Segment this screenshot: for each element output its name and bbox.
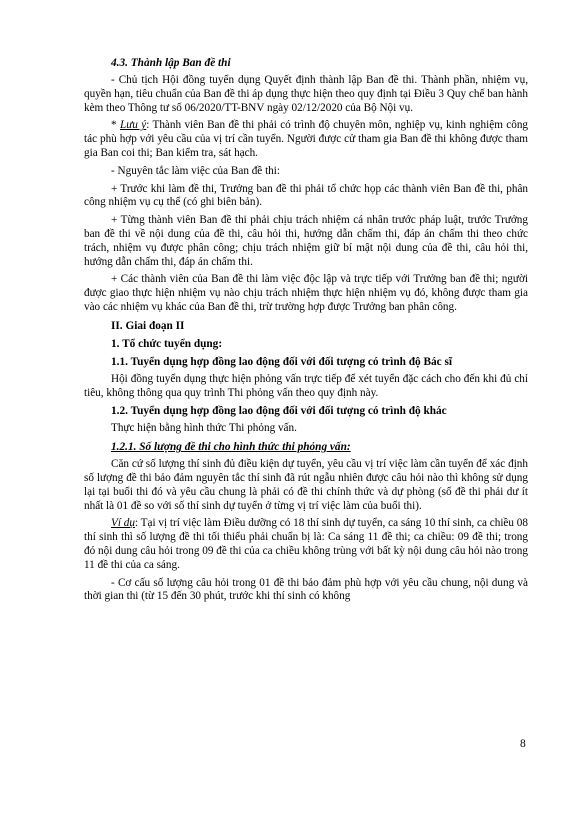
paragraph: - Nguyên tắc làm việc của Ban đề thi: [111,164,280,177]
note-paragraph [84,119,528,160]
heading-1: 1. Tổ chức tuyển dụng: [111,337,223,350]
heading-1-2-1: 1.2.1. Số lượng đề thi cho hình thức thi phỏng vấn: [111,441,351,454]
paragraph: + Các thành viên của Ban đề thi làm việc độc lập và trực tiếp với Trưởng ban đề thi; người được giao thực hiện nhiệm vụ nào chịu trách nhiệm thực hiện nhiệm vụ đó, không được tham gia vào các nhiệm vụ khác của Ban đề thi, trừ trường hợp được Trưởng ban phân công. [84,273,528,313]
heading-1-2: 1.2. Tuyển dụng hợp đồng lao động đối với đối tượng có trình độ khác [111,405,447,418]
paragraph: Căn cứ số lượng thí sinh đủ điều kiện dự tuyển, yêu cầu vị trí việc làm cần tuyển để xác định số lượng đề thi bảo đảm nguyên tắc thí sinh đã rút ngẫu nhiên được câu hỏi nào thì không sử dụng lại tại buổi thi đó và yêu cầu chung là phải có đề thi chính thức và dự phòng (số đề thi phải dư ít nhất là 01 đề so với số thí sinh dự tuyển ở từng vị trí việc làm của buổi thi). [84,458,528,512]
paragraph: + Trước khi làm đề thi, Trưởng ban đề thi phải tổ chức họp các thành viên Ban đề thi, phân công nhiệm vụ cụ thể (có ghi biên bản). [84,182,528,209]
section-heading-II: II. Giai đoạn II [111,319,185,332]
example-paragraph [84,517,528,572]
paragraph: Thực hiện bằng hình thức Thi phỏng vấn. [111,422,297,435]
paragraph: - Chủ tịch Hội đồng tuyển dụng Quyết định thành lập Ban đề thi. Thành phần, nhiệm vụ, quyền hạn, tiêu chuẩn của Ban đề thi áp dụng thực hiện theo quy định tại Điều 3 Quy chế ban hành kèm theo Thông tư số 06/2020/TT-BNV ngày 02/12/2020 của Bộ Nội vụ. [84,74,528,114]
note-label: Lưu ý [119,119,147,132]
note-prefix: * [111,119,120,132]
example-label: Ví dụ [111,517,135,530]
example-body: : Tại vị trí việc làm Điều dưỡng có 18 thí sinh dự tuyển, ca sáng 10 thí sinh, ca chiều 08 thí sinh thì số lượng đề thi tối thiểu phải chuẩn bị là: Ca sáng 11 đề thi; ca chiều: 09 đề thi; trong đó nội dung câu hỏi trong 09 đề thi của ca chiều không trùng với bất kỳ nội dung câu hỏi nào trong 11 đề thi của ca sáng. [84,517,528,571]
page-number: 8 [520,738,526,750]
note-body: : Thành viên Ban đề thi phải có trình độ chuyên môn, nghiệp vụ, kinh nghiệm công tác phù hợp với yêu cầu của vị trí cần tuyển. Người được cử tham gia Ban đề thi không được tham gia Ban coi thi; Ban kiểm tra, sát hạch. [84,119,529,159]
paragraph: + Từng thành viên Ban đề thi phải chịu trách nhiệm cá nhân trước pháp luật, trước Trưởng ban đề thi về nội dung của đề thi, câu hỏi thi, hướng dẫn chấm thi, đáp án chấm thi theo chức trách, nhiệm vụ được phân công; chịu trách nhiệm giữ bí mật nội dung của đề thi, câu hỏi thi, hướng dẫn chấm thi, đáp án chấm thi. [84,214,528,268]
section-heading-4-3: 4.3. Thành lập Ban đề thi [111,57,231,69]
paragraph: - Cơ cấu số lượng câu hỏi trong 01 đề thi bảo đảm phù hợp với yêu cầu chung, nội dung và thời gian thi (từ 15 đến 30 phút, trước khi thí sinh có không [84,576,528,603]
heading-1-1: 1.1. Tuyển dụng hợp đồng lao động đối với đối tượng có trình độ Bác sĩ [111,355,453,368]
paragraph: Hội đồng tuyển dụng thực hiện phỏng vấn trực tiếp để xét tuyển đặc cách cho đến khi đủ chỉ tiêu, không thông qua quy trình Thi phỏng vấn theo quy định này. [84,372,528,399]
document-page [84,56,528,608]
